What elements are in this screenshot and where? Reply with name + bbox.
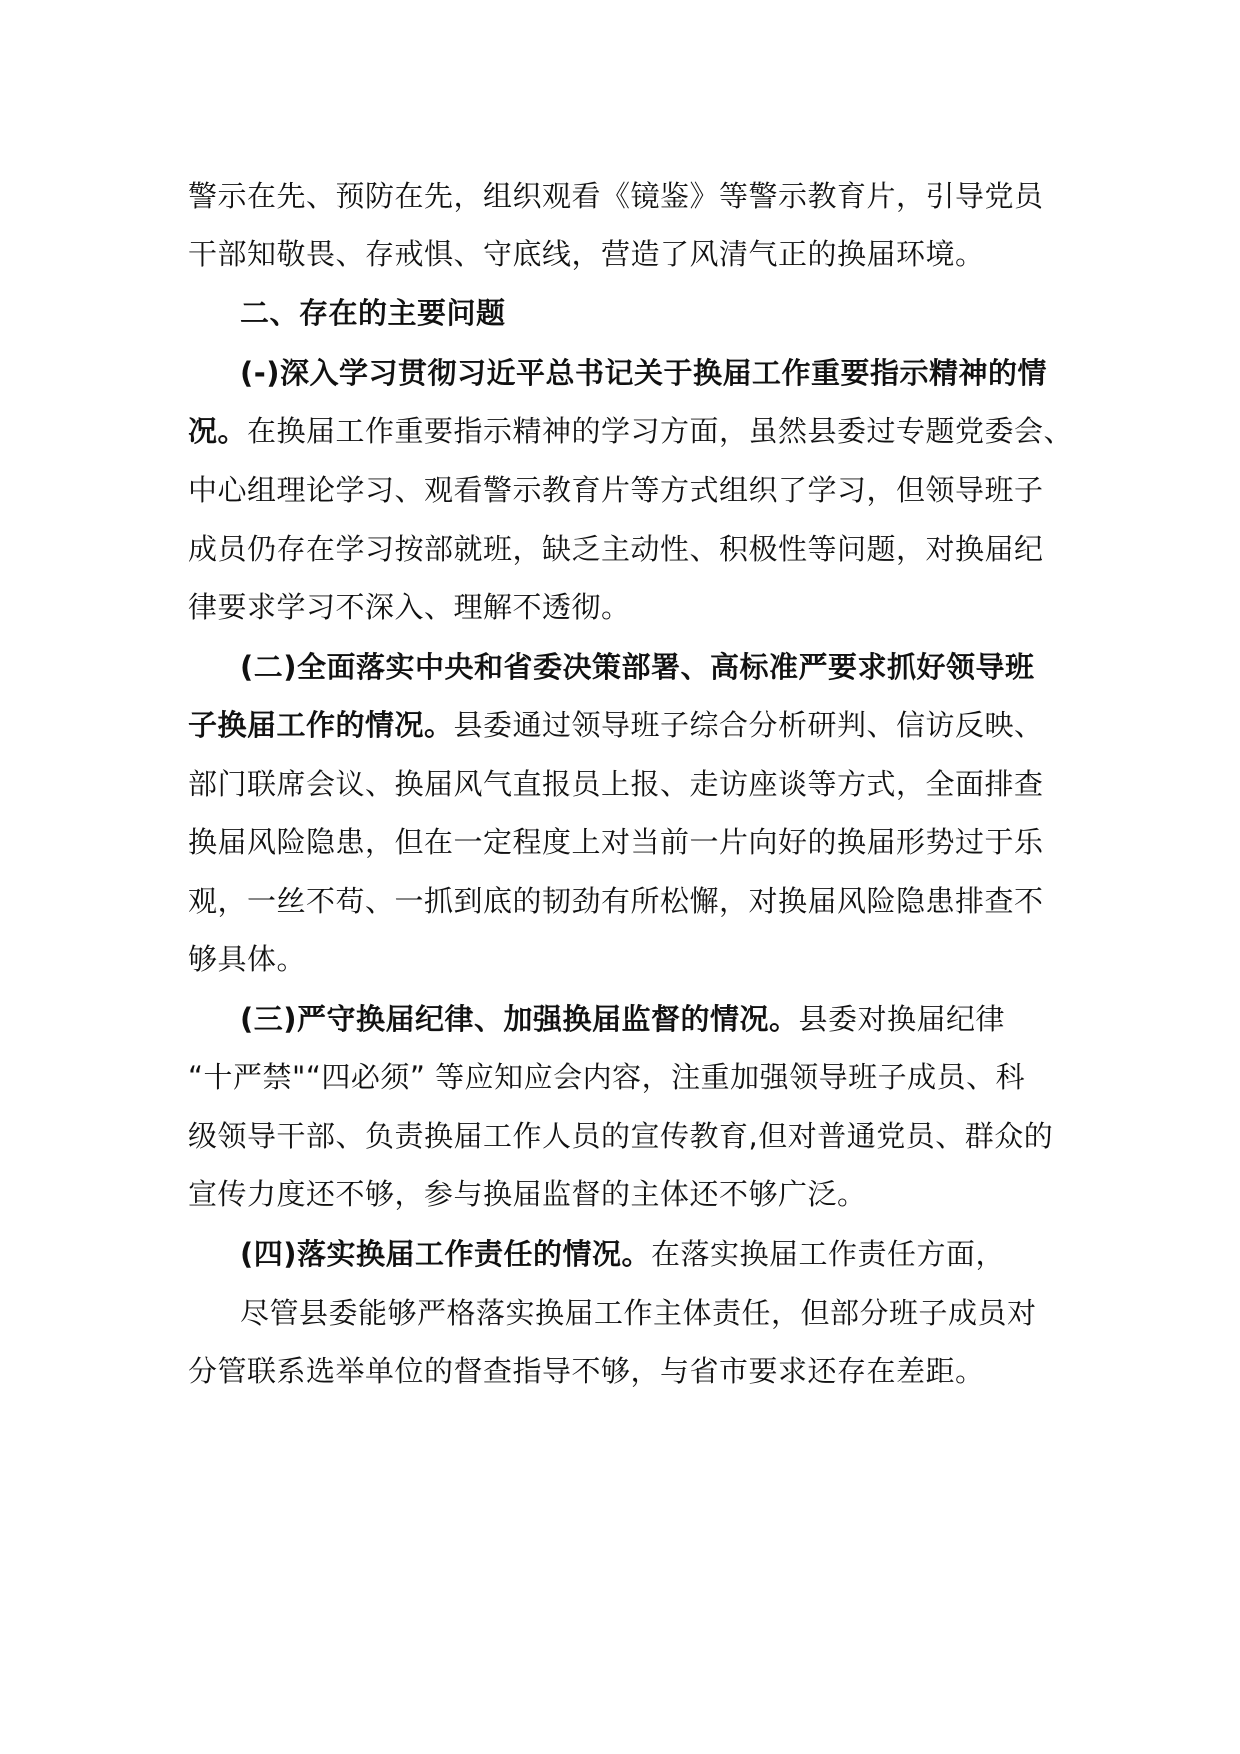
paragraph-line: 律要求学习不深入、理解不透彻。 bbox=[188, 590, 631, 624]
paragraph-line: 警示在先、预防在先，组织观看《镜鉴》等警示教育片，引导党员 bbox=[188, 179, 1044, 213]
paragraph-line: 部门联席会议、换届风气直报员上报、走访座谈等方式，全面排查 bbox=[188, 767, 1044, 801]
subsection-heading: (二)全面落实中央和省委决策部署、高标准严要求抓好领导班 bbox=[240, 650, 1035, 684]
paragraph-line: 换届风险隐患，但在一定程度上对当前一片向好的换届形势过于乐 bbox=[188, 825, 1044, 859]
paragraph-line: 中心组理论学习、观看警示教育片等方式组织了学习，但领导班子 bbox=[188, 473, 1044, 507]
paragraph-line: 干部知敬畏、存戒惧、守底线，营造了风清气正的换届环境。 bbox=[188, 237, 985, 271]
paragraph-line: 子换届工作的情况。县委通过领导班子综合分析研判、信访反映、 bbox=[188, 708, 1044, 742]
paragraph-line: 尽管县委能够严格落实换届工作主体责任，但部分班子成员对 bbox=[240, 1296, 1037, 1330]
paragraph-line: 够具体。 bbox=[188, 942, 307, 976]
subsection-heading: (四)落实换届工作责任的情况。在落实换届工作责任方面， bbox=[240, 1237, 1006, 1271]
paragraph-line: 宣传力度还不够，参与换届监督的主体还不够广泛。 bbox=[188, 1177, 867, 1211]
paragraph-line: 况。在换届工作重要指示精神的学习方面，虽然县委过专题党委会、 bbox=[188, 414, 1074, 448]
paragraph-line: “十严禁"“四必须” 等应知应会内容，注重加强领导班子成员、科 bbox=[188, 1060, 1026, 1094]
subsection-heading: (三)严守换届纪律、加强换届监督的情况。县委对换届纪律 bbox=[240, 1002, 1006, 1036]
paragraph-line: 观，一丝不苟、一抓到底的韧劲有所松懈，对换届风险隐患排查不 bbox=[188, 884, 1044, 918]
section-heading: 二、存在的主要问题 bbox=[240, 296, 506, 330]
paragraph-line: 级领导干部、负责换届工作人员的宣传教育,但对普通党员、群众的 bbox=[188, 1119, 1054, 1153]
paragraph-line: 分管联系选举单位的督查指导不够，与省市要求还存在差距。 bbox=[188, 1354, 985, 1388]
subsection-heading: (-)深入学习贯彻习近平总书记关于换届工作重要指示精神的情 bbox=[240, 356, 1048, 390]
paragraph-line: 成员仍存在学习按部就班，缺乏主动性、积极性等问题，对换届纪 bbox=[188, 532, 1044, 566]
